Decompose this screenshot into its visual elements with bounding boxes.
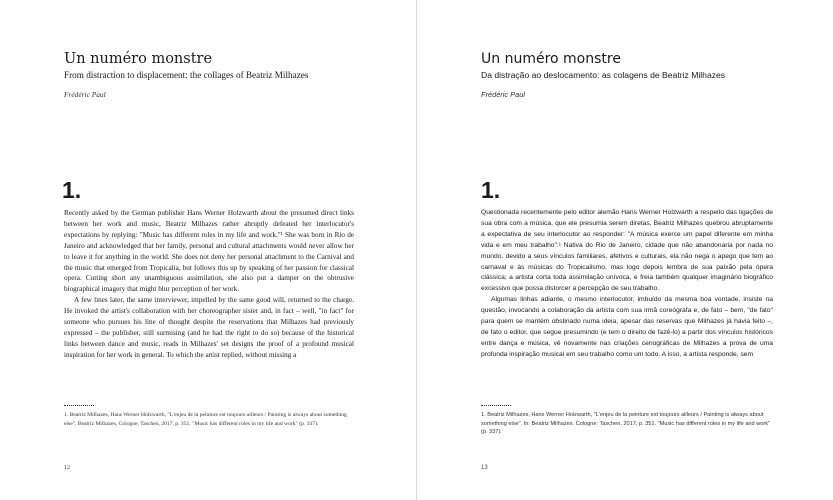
footnote: 1. Beatriz Milhazes, Hans Werner Holzwarth, "L'enjeu de la peinture est toujours ailleurs / Painting is always about something else", Beatriz Milhazes, Cologne, Taschen, 2017, p. 351. "Music has different roles in my life and work" (p. 337). [64, 412, 347, 427]
paragraph: Algumas linhas adiante, o mesmo interlocutor, imbuído da mesma boa vontade, insiste na questão, invocando a colaboração da artista com sua irmã coreógrafa e, de fato – bem, "de fato" para quem se mantém obstinado numa ideia, apesar das reservas que Milhazes já havia feito –, de fato o editor, que segue presumindo (e tem o direito de fazê-lo) a partir dos vínculos históricos entre dança e música, vê novamente nas criações cenográficas de Milhazes a prova de uma profunda inspiração musical em seu trabalho como um todo. A isso, a artista responde, sem [481, 296, 773, 358]
paragraph: Questionada recentemente pelo editor alemão Hans Werner Holzwarth a respeito das ligações de sua obra com a música, que ele presumia serem diretas, Beatriz Milhazes quebrou abruptamente a expectativa de seu interlocutor ao responder: "A música exerce um papel diferente em minha vida e em meu trabalho".¹ Nativa do Rio de Janeiro, cidade que não abandonaria por nada no mundo, devido a seus vínculos familiares, afetivos e culturais, ela não nega o apego que tem ao carnaval e às músicas do Tropicalismo, mas logo depois lembra de sua paixão pela ópera clássica; a artista corta toda assimilação unívoca, e freia também qualquer imaginário biográfico excessivo que possa distorcer a percepção de seu trabalho. [481, 209, 773, 293]
page-number: 13 [481, 465, 488, 471]
page-number: 12 [64, 465, 70, 471]
author-name: Frédéric Paul [64, 90, 106, 99]
footnote: 1. Beatriz Milhazes, Hans Werner Holzwarth, "L'enjeu de la peinture est toujours ailleurs / Painting is always about something else". In: Beatriz Milhazes. Cologne: Taschen, 2017, p. 351. "Music has different roles in my life and work" (p. 337). [481, 412, 771, 436]
author-name: Frédéric Paul [481, 90, 525, 99]
section-number: 1. [62, 177, 82, 203]
section-number: 1. [481, 177, 501, 203]
page-subtitle: Da distração ao deslocamento: as colagens de Beatriz Milhazes [481, 70, 726, 80]
page-title: Un numéro monstre [64, 51, 213, 67]
paragraph: Recently asked by the German publisher Hans Werner Holzwarth about the presumed direct links between her work and music, Beatriz Milhazes rather abruptly defeated her interlocutor's expectations by replying: "Music has different roles in my life and work."¹ She was born in Rio de Janeiro and acknowledged that her family, personal and cultural attachments would never allow her to leave it for anything in the world. She does not deny her personal attachment to the Carnival and the music that emerged from Tropicalia, but follows this up by speaking of her passion for classical opera. Cutting short any unambiguous assimilation, she also put a damper on the obtrusive biographical imagery that might blur perception of her work. [64, 209, 354, 294]
page-subtitle: From distraction to displacement: the collages of Beatriz Milhazes [64, 70, 309, 80]
footnote-divider [64, 405, 94, 406]
left-page [0, 0, 416, 500]
page-title: Un numéro monstre [481, 51, 621, 67]
right-page [417, 0, 833, 500]
footnote-divider [481, 405, 511, 406]
paragraph: A few lines later, the same interviewer, impelled by the same good will, returned to the charge. He invoked the artist's collaboration with her choreographer sister and, in fact – well, "in fact" for someone who pursues his line of thought despite the reservations that Milhazes had previously expressed – the publisher, still surmising (and he had the right to do so) because of the historical links between dance and music, reads in Milhazes' set designs the proof of a profound musical inspiration for her work in general. To which the artist replied, without missing a [64, 296, 354, 359]
body-text [64, 208, 354, 361]
body-text [481, 208, 773, 361]
